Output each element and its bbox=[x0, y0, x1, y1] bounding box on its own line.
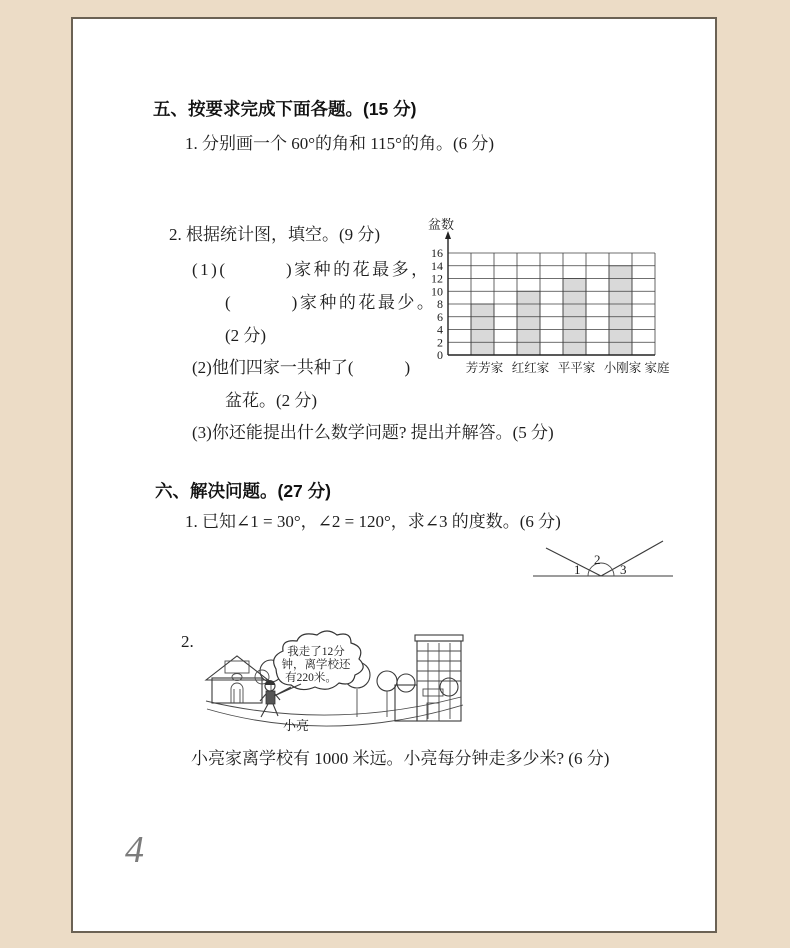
y-tick-label: 8 bbox=[437, 297, 443, 311]
road-upper-edge bbox=[206, 697, 461, 715]
q2-blank-line-most: (1)( )家种的花最多， bbox=[192, 260, 431, 279]
walk-to-school-illustration bbox=[199, 625, 473, 767]
y-tick-label: 10 bbox=[431, 284, 443, 299]
speech-line-2: 钟，离学校还 bbox=[281, 659, 351, 671]
q2-total-line: (2)他们四家一共种了( ) bbox=[192, 358, 411, 377]
q2-score-1: (2 分) bbox=[225, 326, 267, 345]
angle-label-2: 2 bbox=[594, 552, 601, 567]
section6-question1: 1. 已知∠1 = 30°，∠2 = 120°，求∠3 的度数。(6 分) bbox=[185, 512, 561, 531]
y-tick-label: 0 bbox=[437, 348, 443, 362]
q2-blank-line-least: ( )家种的花最少。 bbox=[225, 293, 437, 312]
section5-question1: 1. 分别画一个 60°的角和 115°的角。(6 分) bbox=[185, 134, 495, 153]
angle-diagram bbox=[529, 534, 724, 599]
angle-right-ray bbox=[601, 541, 663, 576]
y-tick-label: 4 bbox=[437, 322, 443, 337]
boy-name-label: 小亮 bbox=[283, 718, 310, 733]
y-tick-label: 14 bbox=[431, 258, 443, 273]
y-axis-title: 盆数 bbox=[428, 217, 455, 232]
x-category-label: 芳芳家 bbox=[465, 361, 504, 375]
section6-question2-number: 2. bbox=[181, 632, 194, 651]
road-lower-edge bbox=[207, 705, 463, 726]
section6-header: 六、解决问题。(27 分) bbox=[155, 481, 331, 501]
house-drawing bbox=[206, 656, 268, 703]
section5-header: 五、按要求完成下面各题。(15 分) bbox=[153, 99, 417, 119]
page-number: 4 bbox=[125, 829, 144, 871]
y-tick-label: 2 bbox=[437, 335, 443, 350]
x-axis-title: 家庭 bbox=[644, 361, 670, 375]
paper-sheet bbox=[71, 17, 717, 933]
x-category-label: 小刚家 bbox=[603, 361, 642, 375]
y-tick-label: 6 bbox=[437, 309, 443, 324]
angle-label-1: 1 bbox=[574, 562, 581, 577]
x-category-label: 平平家 bbox=[557, 361, 596, 375]
y-tick-label: 16 bbox=[431, 246, 443, 260]
section5-question2-title: 2. 根据统计图，填空。(9 分) bbox=[169, 225, 381, 244]
speech-line-1: 我走了12分 bbox=[287, 646, 345, 658]
angle-arc bbox=[588, 563, 614, 576]
bar-小刚家 bbox=[609, 266, 632, 355]
angle-label-3: 3 bbox=[620, 562, 627, 577]
speech-line-3: 有220米。 bbox=[285, 672, 337, 684]
y-tick-label: 12 bbox=[431, 271, 443, 286]
x-category-label: 红红家 bbox=[511, 361, 550, 375]
q2-open-question: (3)你还能提出什么数学问题? 提出并解答。(5 分) bbox=[192, 423, 554, 442]
y-axis-arrow-icon bbox=[445, 231, 451, 239]
q2-total-line2: 盆花。(2 分) bbox=[225, 391, 318, 410]
bar-红红家 bbox=[517, 291, 540, 355]
section6-question2-text: 小亮家离学校有 1000 米远。小亮每分钟走多少米? (6 分) bbox=[191, 749, 610, 768]
bar-chart bbox=[425, 215, 727, 387]
